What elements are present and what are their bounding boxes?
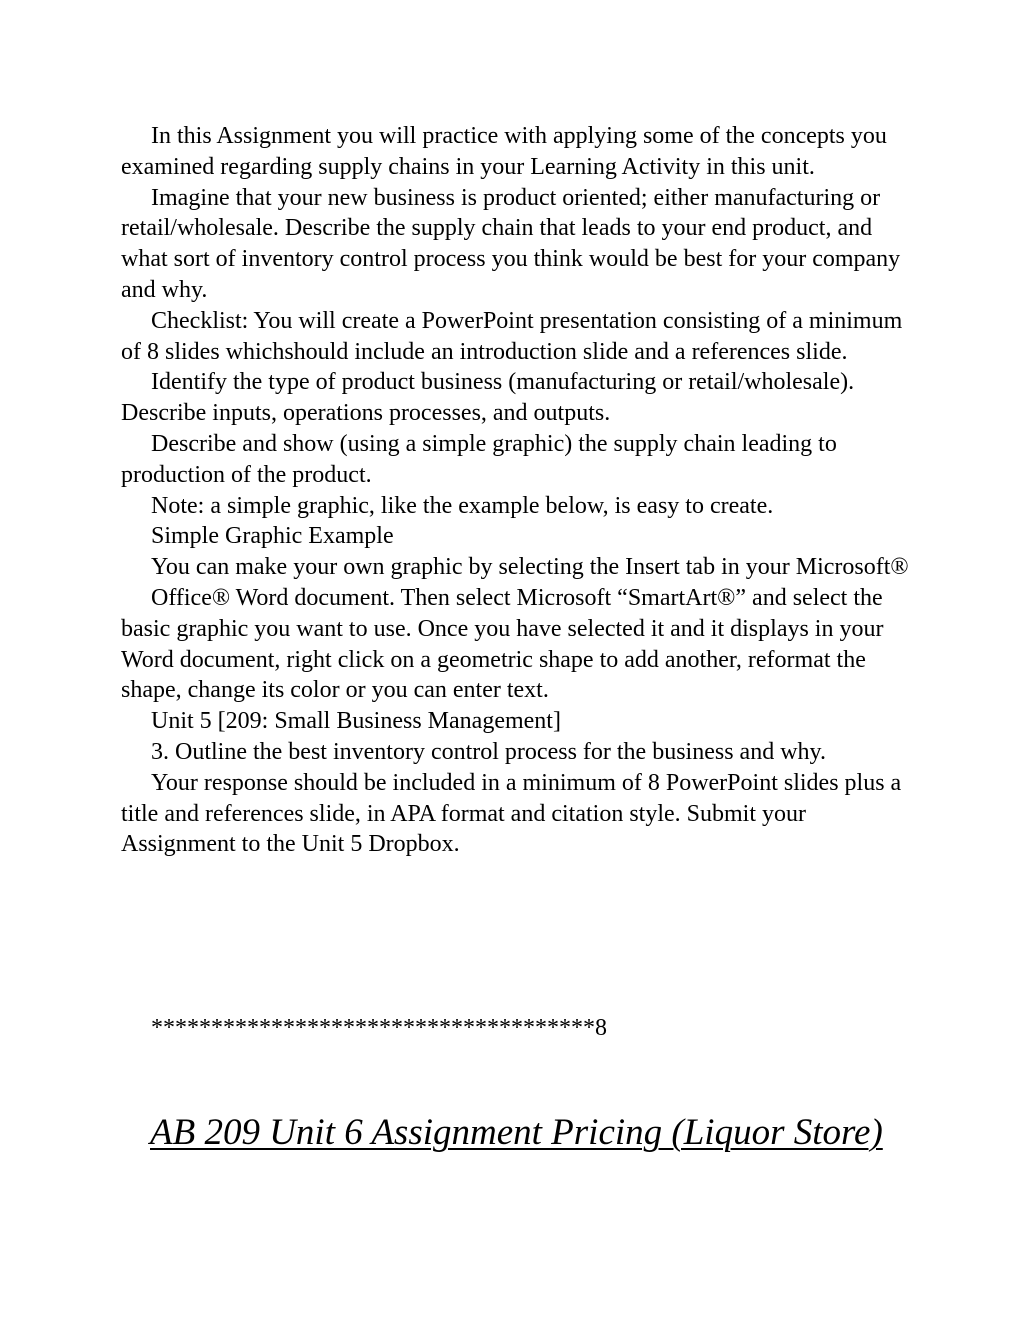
paragraph-response: Your response should be included in a minimum of 8 PowerPoint slides plus a title and references slide, in APA format and citation style. Submit your Assignment to the Unit 5 Dropbox. bbox=[121, 769, 902, 858]
paragraph-unit: Unit 5 [209: Small Business Management] bbox=[151, 708, 561, 735]
paragraph-describe: Describe and show (using a simple graphic) the supply chain leading to production of the product. bbox=[121, 430, 837, 488]
paragraph-graphic-example: Simple Graphic Example bbox=[151, 523, 394, 550]
paragraph-outline: 3. Outline the best inventory control process for the business and why. bbox=[151, 738, 826, 765]
assignment-heading: AB 209 Unit 6 Assignment Pricing (Liquor Store) bbox=[150, 1112, 883, 1153]
paragraph-intro: In this Assignment you will practice with applying some of the concepts you examined regarding supply chains in your Learning Activity in this unit. bbox=[121, 123, 887, 180]
assignment-body bbox=[121, 121, 921, 860]
paragraph-insert-tab: You can make your own graphic by selecting the Insert tab in your Microsoft® bbox=[151, 554, 909, 581]
paragraph-smartart: Office® Word document. Then select Microsoft “SmartArt®” and select the basic graphic you want to use. Once you have selected it and it displays in your Word document, right click on a geometric shape to add another, reformat the shape, change its color or you can enter text. bbox=[121, 584, 884, 704]
paragraph-imagine: Imagine that your new business is product oriented; either manufacturing or retail/wholesale. Describe the supply chain that leads to your end product, and what sort of inventory control process you think would be best for your company and why. bbox=[121, 184, 901, 303]
paragraph-note: Note: a simple graphic, like the example below, is easy to create. bbox=[151, 492, 774, 519]
paragraph-checklist: Checklist: You will create a PowerPoint presentation consisting of a minimum of 8 slides whichshould include an introduction slide and a references slide. bbox=[121, 307, 903, 365]
separator-line: *************************************8 bbox=[151, 1015, 607, 1041]
paragraph-identify: Identify the type of product business (manufacturing or retail/wholesale). Describe inputs, operations processes, and outputs. bbox=[121, 369, 855, 427]
